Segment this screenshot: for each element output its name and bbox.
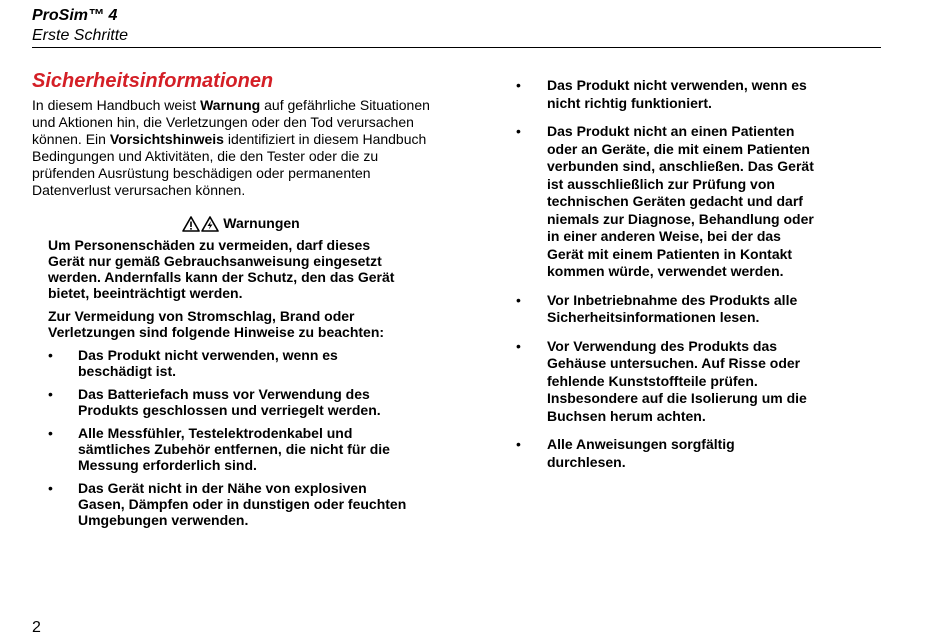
list-item <box>48 425 408 473</box>
list-item-text: Das Gerät nicht in der Nähe von explosiven Gasen, Dämpfen oder in dunstigen oder feuchten Umgebungen verwenden. <box>78 480 407 528</box>
intro-warnung-term: Warnung <box>200 97 261 113</box>
warning-triangle-icon <box>182 216 200 232</box>
list-item <box>516 123 816 281</box>
bullet: • <box>48 386 53 402</box>
intro-paragraph <box>32 97 432 199</box>
warnings-heading-text: Warnungen <box>223 215 300 231</box>
header-divider <box>32 47 881 48</box>
warnings-heading <box>32 215 432 232</box>
chapter-title: Erste Schritte <box>32 27 129 44</box>
bullet: • <box>516 436 521 452</box>
list-item <box>516 436 816 471</box>
product-name: ProSim™ 4 <box>32 7 118 24</box>
intro-text-3: identifiziert in diesem Handbuch Bedingungen und Aktivitäten, die den Tester oder die zu prüfenden Ausrüstung beschädigen oder permanenten Datenverlust verursachen können. <box>32 131 427 198</box>
section-title: Sicherheitsinformationen <box>32 70 274 92</box>
list-item-text: Alle Messfühler, Testelektrodenkabel und sämtliches Zubehör entfernen, die nicht für die Messung erforderlich sind. <box>78 425 390 473</box>
bullet: • <box>48 480 53 496</box>
warning-paragraph: Zur Vermeidung von Stromschlag, Brand oder Verletzungen sind folgende Hinweise zu beachten: <box>48 308 385 340</box>
bullet: • <box>516 77 521 93</box>
bullet: • <box>48 425 53 441</box>
bullet: • <box>516 123 521 139</box>
list-item <box>48 480 408 528</box>
bullet: • <box>48 347 53 363</box>
list-item-text: Alle Anweisungen sorgfältig durchlesen. <box>547 436 735 470</box>
list-item <box>516 292 816 327</box>
intro-text-1: In diesem Handbuch weist <box>32 97 201 113</box>
intro-text-2: auf gefährliche Situationen und Aktionen hin, die Verletzungen oder den Tod verursachen können. Ein <box>32 97 430 147</box>
list-item <box>48 386 408 418</box>
list-item-text: Das Produkt nicht verwenden, wenn es nicht richtig funktioniert. <box>547 77 807 111</box>
warning-list-right <box>516 77 816 471</box>
page-header <box>32 6 880 46</box>
list-item-text: Das Batteriefach muss vor Verwendung des Produkts geschlossen und verriegelt werden. <box>78 386 381 418</box>
bullet: • <box>516 337 521 354</box>
right-column <box>516 70 816 482</box>
list-item-text: Vor Verwendung des Produkts das Gehäuse untersuchen. Auf Risse oder fehlende Kunststoffteile prüfen. Insbesondere auf die Isolierung um die Buchsen herum achten. <box>547 337 807 424</box>
list-item-text: Das Produkt nicht verwenden, wenn es beschädigt ist. <box>78 347 338 379</box>
list-item-text: Vor Inbetriebnahme des Produkts alle Sicherheitsinformationen lesen. <box>547 291 798 325</box>
warnings-block <box>48 237 408 528</box>
page-number: 2 <box>32 619 41 636</box>
electric-shock-icon <box>201 216 219 232</box>
warning-icons <box>182 216 219 232</box>
warning-paragraph: Um Personenschäden zu vermeiden, darf dieses Gerät nur gemäß Gebrauchsanweisung eingesetzt werden. Andernfalls kann der Schutz, den das Gerät bietet, beeinträchtigt werden. <box>48 237 395 301</box>
warning-list-left <box>48 347 408 528</box>
list-item <box>516 338 816 426</box>
list-item-text: Das Produkt nicht an einen Patienten oder an Geräte, die mit einem Patienten verbunden sind, anschließen. Das Gerät ist ausschließlich zur Prüfung von technischen Geräten gedacht und darf niemals zur Diagnose, Behandlung oder in einer anderen Weise, bei der das Gerät mit einem Patienten in Kontakt kommen würde, verwendet werden. <box>547 123 814 279</box>
intro-vorsicht-term: Vorsichtshinweis <box>109 131 224 147</box>
list-item <box>48 347 408 379</box>
list-item <box>516 77 816 112</box>
bullet: • <box>516 291 521 308</box>
left-column <box>32 68 432 535</box>
